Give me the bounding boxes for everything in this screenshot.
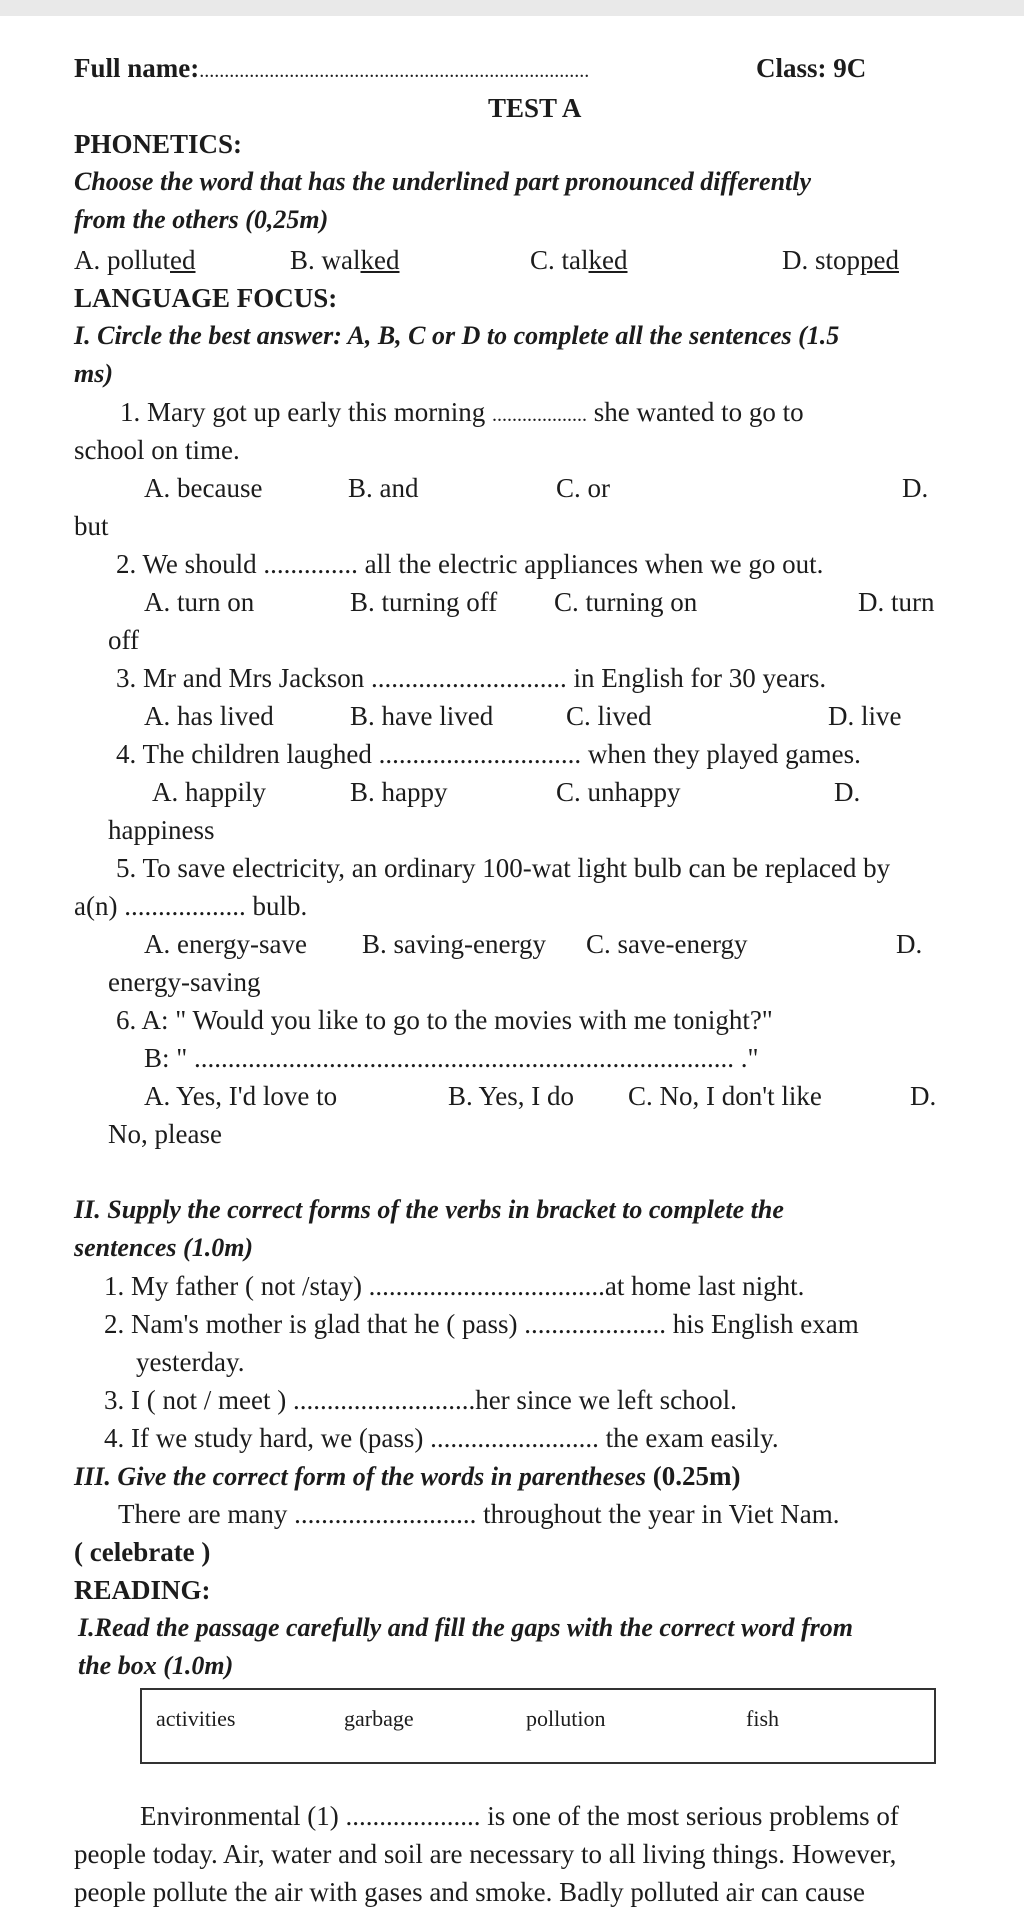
verb-question-3: 3. I ( not / meet ) ...........................her since we left school.: [104, 1385, 737, 1415]
q4-option-c: C. unhappy: [556, 777, 681, 807]
q6-option-a: A. Yes, I'd love to: [144, 1081, 338, 1111]
phonetics-instruction-line-1: Choose the word that has the underlined part pronounced differently: [74, 167, 812, 196]
part1-instruction-line-2: ms): [74, 359, 113, 388]
q6-line-1: 6. A: " Would you like to go to the movies with me tonight?": [116, 1005, 773, 1035]
reading-instruction-line-2: the box (1.0m): [78, 1651, 234, 1680]
q1-option-a: A. because: [144, 473, 263, 503]
passage-line-3: people pollute the air with gases and smoke. Badly polluted air can cause: [74, 1877, 866, 1907]
q3-option-a: A. has lived: [144, 701, 274, 731]
q5-option-c: C. save-energy: [586, 929, 748, 959]
q1-option-b: B. and: [348, 473, 419, 503]
verb-question-4: 4. If we study hard, we (pass) ......................... the exam easily.: [104, 1423, 779, 1453]
part2-instruction-line-2: sentences (1.0m): [74, 1233, 254, 1262]
q2-option-d: D. turn: [858, 587, 935, 617]
q5-option-a: A. energy-save: [144, 929, 307, 959]
q3-question: 3. Mr and Mrs Jackson ............................. in English for 30 years.: [116, 663, 827, 693]
part2-instruction-line-1: II. Supply the correct forms of the verbs in bracket to complete the: [74, 1195, 784, 1224]
q5-option-d: D.: [896, 929, 923, 959]
verb-question-2-wrap: yesterday.: [136, 1347, 245, 1377]
q4-question: 4. The children laughed .............................. when they played games.: [116, 739, 861, 769]
part3-sentence: There are many ........................... throughout the year in Viet Nam.: [118, 1499, 840, 1529]
full-name-label: Full name:: [74, 53, 200, 83]
q5-option-b: B. saving-energy: [362, 929, 546, 959]
passage-line-2: people today. Air, water and soil are necessary to all living things. However,: [74, 1839, 897, 1869]
class-label: Class: 9C: [756, 53, 867, 83]
q1-option-c: C. or: [556, 473, 610, 503]
q4-option-d: D.: [834, 777, 861, 807]
q2-option-d-wrap: off: [108, 625, 139, 655]
reading-instruction-line-1: I.Read the passage carefully and fill the gaps with the correct word from: [78, 1613, 853, 1642]
test-title: TEST A: [488, 93, 582, 123]
q6-option-d-wrap: No, please: [108, 1119, 222, 1149]
q1-option-d: D.: [902, 473, 929, 503]
q5-option-d-wrap: energy-saving: [108, 967, 261, 997]
phonetics-option-d: D. stopped: [782, 245, 899, 275]
part3-instruction: III. Give the correct form of the words in parentheses (0.25m): [74, 1461, 741, 1491]
q5-line-1: 5. To save electricity, an ordinary 100-wat light bulb can be replaced by: [116, 853, 891, 883]
q2-option-a: A. turn on: [144, 587, 255, 617]
part1-instruction-line-1: I. Circle the best answer: A, B, C or D to complete all the sentences (1.5: [74, 321, 840, 350]
q3-option-d: D. live: [828, 701, 902, 731]
word-box-item: pollution: [526, 1706, 606, 1731]
q1-line-2: school on time.: [74, 435, 240, 465]
phonetics-heading: PHONETICS:: [74, 129, 243, 159]
q6-option-b: B. Yes, I do: [448, 1081, 575, 1111]
q2-option-b: B. turning off: [350, 587, 498, 617]
word-box: [140, 1688, 936, 1764]
word-box-item: activities: [156, 1706, 236, 1731]
phonetics-option-a: A. polluted: [74, 245, 196, 275]
passage-line-1: Environmental (1) .................... is one of the most serious problems of: [140, 1801, 899, 1831]
q6-line-2: B: " ................................................................................ .": [144, 1043, 759, 1073]
q1-option-d-wrap: but: [74, 511, 109, 541]
language-focus-heading: LANGUAGE FOCUS:: [74, 283, 338, 313]
top-border: [0, 0, 1024, 16]
word-box-item: garbage: [344, 1706, 414, 1731]
q4-option-d-wrap: happiness: [108, 815, 215, 845]
q2-option-c: C. turning on: [554, 587, 698, 617]
phonetics-option-c: C. talked: [530, 245, 628, 275]
part3-word: ( celebrate ): [74, 1537, 211, 1567]
phonetics-instruction-line-2: from the others (0,25m): [74, 205, 329, 234]
word-box-item: fish: [746, 1706, 779, 1731]
q3-option-c: C. lived: [566, 701, 652, 731]
full-name-dots: ..............................................................................: [199, 60, 590, 82]
verb-question-2: 2. Nam's mother is glad that he ( pass) ..................... his English exam: [104, 1309, 859, 1339]
q6-option-d: D.: [910, 1081, 937, 1111]
q2-question: 2. We should .............. all the electric appliances when we go out.: [116, 549, 824, 579]
q3-option-b: B. have lived: [350, 701, 494, 731]
verb-question-1: 1. My father ( not /stay) ...................................at home last night.: [104, 1271, 805, 1301]
full-name-field: [74, 52, 589, 87]
q6-option-c: C. No, I don't like: [628, 1081, 822, 1111]
q4-option-b: B. happy: [350, 777, 448, 807]
q4-option-a: A. happily: [152, 777, 266, 807]
reading-heading: READING:: [74, 1575, 211, 1605]
q5-line-2: a(n) .................. bulb.: [74, 891, 308, 921]
phonetics-option-b: B. walked: [290, 245, 400, 275]
q1-line-1: 1. Mary got up early this morning ................... she wanted to go to: [120, 397, 804, 427]
